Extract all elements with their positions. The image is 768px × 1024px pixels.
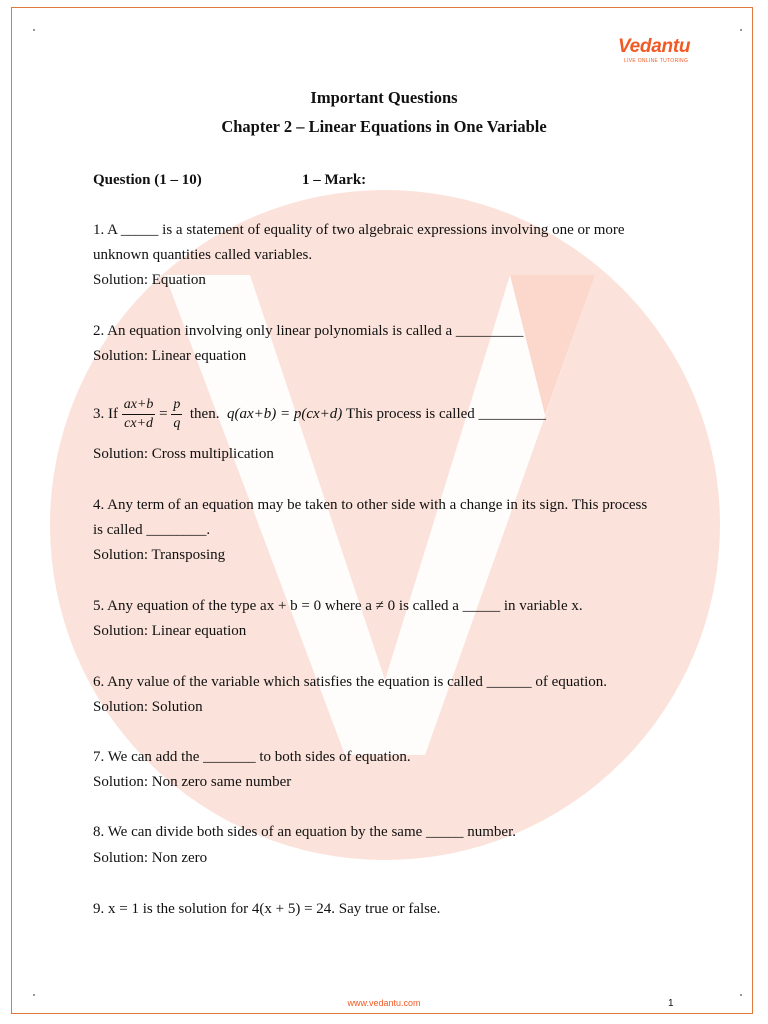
question-5-line-1: 5. Any equation of the type ax + b = 0 where a ≠ 0 is called a _____ in variable x. — [93, 598, 583, 614]
question-3-solution: Solution: Cross multiplication — [93, 446, 274, 462]
chapter-title: Chapter 2 – Linear Equations in One Variable — [221, 117, 547, 136]
question-range: Question (1 – 10) — [93, 172, 202, 188]
fraction-1-denominator: cx+d — [124, 416, 154, 431]
page-title: Important Questions — [310, 88, 458, 107]
question-3-prefix: 3. If — [93, 406, 118, 422]
brand-tagline: LIVE ONLINE TUTORING — [624, 58, 689, 64]
question-5-solution: Solution: Linear equation — [93, 623, 247, 639]
fraction-2-numerator: p — [171, 398, 182, 415]
question-6-line-1: 6. Any value of the variable which satisfies the equation is called ______ of equation. — [93, 674, 608, 690]
vedantu-logo[interactable] — [618, 36, 694, 66]
marks-label: 1 – Mark: — [302, 172, 367, 188]
question-9-line-1: 9. x = 1 is the solution for 4(x + 5) = 24. Say true or false. — [93, 901, 441, 917]
question-1-line-2: unknown quantities called variables. — [93, 247, 313, 263]
question-4-solution: Solution: Transposing — [93, 547, 226, 563]
corner-mark — [740, 29, 742, 31]
brand-name: Vedantu — [618, 36, 691, 57]
fraction-1-numerator: ax+b — [122, 398, 156, 415]
corner-mark — [33, 29, 35, 31]
question-1-solution: Solution: Equation — [93, 272, 206, 288]
question-8-solution: Solution: Non zero — [93, 850, 208, 866]
page-number: 1 — [668, 998, 674, 1009]
question-1-line-1: 1. A _____ is a statement of equality of two algebraic expressions involving one or more — [93, 222, 625, 238]
question-8-line-1: 8. We can divide both sides of an equation by the same _____ number. — [93, 824, 517, 840]
corner-mark — [740, 994, 742, 996]
fraction-1 — [122, 398, 156, 431]
question-4-line-2: is called ________. — [93, 522, 211, 538]
question-3-expression: q(ax+b) = p(cx+d) — [226, 406, 343, 422]
question-6-solution: Solution: Solution — [93, 699, 203, 715]
question-7-line-1: 7. We can add the _______ to both sides of equation. — [93, 749, 411, 765]
question-3-suffix: This process is called _________ — [346, 406, 547, 422]
question-4-line-1: 4. Any term of an equation may be taken to other side with a change in its sign. This process — [93, 497, 648, 513]
question-3-line-1 — [93, 398, 546, 431]
question-2-line-1: 2. An equation involving only linear polynomials is called a _________ — [93, 323, 524, 339]
footer-url-link[interactable]: www.vedantu.com — [347, 998, 421, 1008]
question-7-solution: Solution: Non zero same number — [93, 774, 292, 790]
question-3-then: then. — [189, 406, 220, 422]
fraction-2-denominator: q — [173, 416, 181, 431]
question-2-solution: Solution: Linear equation — [93, 348, 247, 364]
corner-mark — [33, 994, 35, 996]
fraction-2 — [171, 398, 182, 431]
equals-sign: = — [159, 406, 168, 422]
